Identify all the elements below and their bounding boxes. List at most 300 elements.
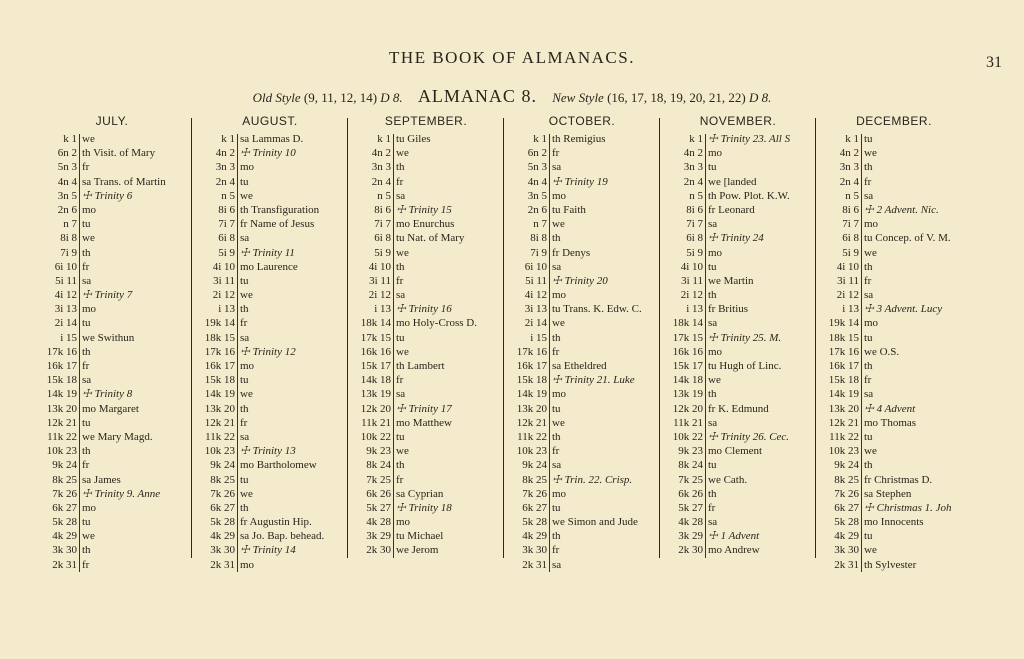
day-entry: th Visit. of Mary: [82, 147, 156, 160]
day-key: 8k 25: [52, 473, 77, 486]
day-key: 4n 4: [57, 175, 77, 188]
calendar-row: [818, 373, 970, 387]
calendar-row: [662, 132, 814, 146]
calendar-row: [36, 444, 188, 458]
day-entry: ☩ Trinity 19: [552, 175, 608, 188]
day-entry: we: [864, 147, 877, 160]
day-entry: th: [82, 445, 91, 458]
day-key: 9k 24: [522, 459, 547, 472]
day-entry: sa: [82, 374, 92, 387]
calendar-row: [194, 274, 346, 288]
month-rows: [818, 132, 970, 572]
day-key: 7k 26: [834, 487, 859, 500]
day-key: 17k 15: [360, 331, 391, 344]
day-key: 9k 24: [834, 459, 859, 472]
day-key: 8i 8: [530, 232, 547, 245]
month-column-july: [36, 114, 188, 572]
calendar-row: [36, 132, 188, 146]
day-key: 2k 31: [834, 558, 859, 571]
day-key: 5i 9: [218, 246, 235, 259]
day-entry: mo Enurchus: [396, 218, 455, 231]
day-entry: th: [708, 388, 717, 401]
calendar-row: [662, 458, 814, 472]
day-entry: mo: [552, 388, 567, 401]
day-key: 6k 27: [52, 501, 77, 514]
day-entry: we: [396, 445, 409, 458]
calendar-row: [506, 359, 658, 373]
calendar-row: [350, 331, 502, 345]
calendar-row: [350, 345, 502, 359]
calendar-row: [818, 458, 970, 472]
day-entry: th: [396, 459, 405, 472]
day-entry: th: [864, 459, 873, 472]
day-key: 4k 28: [366, 516, 391, 529]
day-entry: ☩ Trinity 24: [708, 232, 764, 245]
day-entry: fr: [396, 374, 404, 387]
day-key: 4k 29: [52, 530, 77, 543]
day-entry: sa Cyprian: [396, 487, 444, 500]
day-key: 6i 8: [842, 232, 859, 245]
day-key: 5i 9: [374, 246, 391, 259]
day-key: 7i 7: [686, 218, 703, 231]
calendar-row: [506, 444, 658, 458]
day-key: n 7: [63, 218, 77, 231]
day-entry: ☩ Trinity 18: [396, 501, 452, 514]
day-key: 7i 7: [218, 218, 235, 231]
day-entry: fr: [82, 360, 90, 372]
calendar-row: [506, 458, 658, 472]
day-entry: sa: [708, 218, 718, 231]
calendar-row: [818, 274, 970, 288]
day-key: 3k 29: [678, 530, 703, 543]
day-key: 4i 10: [836, 260, 859, 273]
calendar-row: [506, 416, 658, 430]
calendar-row: [350, 458, 502, 472]
running-head: THE BOOK OF ALMANACS.: [389, 48, 635, 67]
day-key: 3i 11: [681, 274, 703, 287]
day-entry: tu: [864, 331, 873, 344]
day-key: 3i 11: [213, 274, 235, 287]
day-key: 3n 5: [527, 189, 547, 202]
day-key: 3k 29: [366, 530, 391, 543]
day-key: 5k 27: [366, 501, 391, 514]
calendar-row: [350, 175, 502, 189]
day-entry: tu: [552, 402, 561, 415]
day-entry: mo Margaret: [82, 402, 139, 415]
calendar-row: [194, 203, 346, 217]
day-key: 11k 22: [517, 430, 547, 443]
day-entry: ☩ Trinity 7: [82, 289, 133, 302]
calendar-row: [350, 274, 502, 288]
day-key: 4k 29: [210, 530, 235, 543]
day-key: 6k 26: [678, 487, 703, 500]
day-key: 3k 30: [522, 544, 547, 557]
day-entry: mo: [240, 558, 255, 571]
day-key: 13k 20: [46, 402, 77, 415]
calendar-row: [36, 416, 188, 430]
calendar-row: [506, 331, 658, 345]
day-entry: th Lambert: [396, 360, 445, 372]
day-entry: th: [396, 161, 405, 174]
calendar-row: [194, 501, 346, 515]
calendar-row: [506, 387, 658, 401]
day-entry: tu: [82, 218, 91, 231]
calendar-row: [194, 458, 346, 472]
day-entry: ☩ Christmas 1. Joh: [864, 501, 952, 514]
day-key: 11k 22: [205, 430, 235, 443]
day-entry: sa: [240, 232, 250, 245]
day-entry: tu Giles: [396, 133, 431, 145]
day-key: 7k 26: [210, 487, 235, 500]
calendar-row: [36, 260, 188, 274]
calendar-row: [350, 529, 502, 543]
calendar-row: [506, 345, 658, 359]
day-entry: ☩ Trinity 20: [552, 274, 608, 287]
day-key: 4k 28: [678, 516, 703, 529]
calendar-row: [36, 529, 188, 543]
day-key: 8k 24: [678, 459, 703, 472]
day-entry: fr: [396, 175, 404, 188]
calendar-row: [36, 189, 188, 203]
day-key: 12k 21: [516, 416, 547, 429]
calendar-row: [662, 430, 814, 444]
day-entry: we Swithun: [82, 331, 135, 344]
day-entry: mo: [864, 317, 879, 330]
day-key: 18k 14: [360, 317, 391, 330]
calendar-row: [194, 402, 346, 416]
calendar-row: [662, 515, 814, 529]
day-key: 3k 30: [834, 544, 859, 557]
day-entry: mo Laurence: [240, 260, 298, 273]
calendar-row: [36, 203, 188, 217]
calendar-row: [36, 473, 188, 487]
day-key: 14k 19: [46, 388, 77, 401]
calendar-row: [194, 416, 346, 430]
day-entry: fr: [864, 175, 872, 188]
day-key: 7i 7: [842, 218, 859, 231]
calendar-row: [818, 331, 970, 345]
calendar-row: [662, 543, 814, 557]
day-entry: fr: [552, 445, 560, 458]
calendar-row: [818, 217, 970, 231]
calendar-row: [662, 203, 814, 217]
calendar-row: [506, 373, 658, 387]
day-entry: ☩ 2 Advent. Nic.: [864, 203, 939, 216]
day-entry: ☩ Trinity 25. M.: [708, 331, 782, 344]
day-key: k 1: [689, 133, 703, 145]
calendar-row: [506, 203, 658, 217]
calendar-row: [194, 487, 346, 501]
day-key: 11k 21: [673, 416, 703, 429]
calendar-row: [818, 246, 970, 260]
day-entry: tu: [396, 331, 405, 344]
day-entry: mo: [708, 345, 723, 358]
calendar-row: [194, 430, 346, 444]
calendar-row: [194, 387, 346, 401]
calendar-row: [506, 189, 658, 203]
day-key: 10k 22: [672, 430, 703, 443]
day-key: 8i 6: [374, 203, 391, 216]
calendar-row: [36, 515, 188, 529]
calendar-row: [506, 246, 658, 260]
day-key: 2i 12: [212, 289, 235, 302]
day-entry: fr: [552, 345, 560, 358]
day-key: 18k 15: [204, 331, 235, 344]
day-key: 7k 25: [678, 473, 703, 486]
day-key: 6k 27: [834, 501, 859, 514]
day-key: 16k 17: [828, 360, 859, 372]
day-key: 13k 20: [516, 402, 547, 415]
day-entry: mo Matthew: [396, 416, 452, 429]
day-key: 4n 2: [839, 147, 859, 160]
day-entry: fr: [240, 317, 248, 330]
day-entry: sa: [864, 388, 874, 401]
calendar-row: [350, 260, 502, 274]
calendar-row: [350, 160, 502, 174]
day-key: 7i 9: [60, 246, 77, 259]
day-entry: sa: [708, 317, 718, 330]
day-entry: fr: [240, 416, 248, 429]
calendar-row: [506, 501, 658, 515]
day-key: 10k 23: [46, 445, 77, 458]
calendar-row: [506, 132, 658, 146]
day-key: 6k 27: [210, 501, 235, 514]
day-entry: ☩ Trinity 23. All S: [708, 133, 791, 145]
calendar-row: [36, 331, 188, 345]
day-key: 4i 10: [368, 260, 391, 273]
day-key: 3n 3: [371, 161, 391, 174]
day-entry: ☩ 4 Advent: [864, 402, 916, 415]
day-key: 19k 14: [828, 317, 859, 330]
day-key: k 1: [63, 133, 77, 145]
day-key: n 5: [377, 189, 391, 202]
calendar-row: [36, 458, 188, 472]
day-key: 14k 19: [204, 388, 235, 401]
day-key: 3i 11: [369, 274, 391, 287]
calendar-row: [36, 217, 188, 231]
calendar-row: [662, 189, 814, 203]
calendar-row: [36, 231, 188, 245]
calendar-row: [194, 444, 346, 458]
day-entry: tu: [240, 175, 249, 188]
day-key: i 13: [686, 303, 703, 316]
month-title: AUGUST.: [242, 114, 298, 128]
day-entry: mo: [82, 203, 97, 216]
calendar-row: [662, 260, 814, 274]
month-column-december: [818, 114, 970, 572]
day-key: 15k 18: [46, 374, 77, 387]
day-key: k 1: [221, 133, 235, 145]
day-entry: we Mary Magd.: [82, 430, 153, 443]
day-key: 16k 16: [360, 345, 391, 358]
calendar-row: [662, 359, 814, 373]
day-key: 17k 16: [46, 345, 77, 358]
day-entry: ☩ Trinity 12: [240, 345, 296, 358]
day-entry: mo: [708, 246, 723, 259]
day-entry: mo: [552, 189, 567, 202]
day-key: 14k 18: [672, 374, 703, 387]
calendar-row: [818, 160, 970, 174]
day-key: 6n 2: [57, 147, 77, 160]
day-key: 8i 6: [842, 203, 859, 216]
calendar-row: [36, 146, 188, 160]
calendar-row: [36, 246, 188, 260]
day-key: 16k 17: [46, 360, 77, 372]
column-divider: [503, 118, 504, 558]
day-entry: we: [864, 445, 877, 458]
day-key: 2k 31: [210, 558, 235, 571]
day-entry: mo: [240, 161, 255, 174]
day-entry: mo Innocents: [864, 516, 924, 529]
calendar-row: [194, 175, 346, 189]
calendar-row: [350, 217, 502, 231]
day-entry: fr: [552, 147, 560, 160]
day-key: 3k 30: [52, 544, 77, 557]
day-entry: th Sylvester: [864, 558, 917, 571]
calendar-row: [350, 146, 502, 160]
day-key: 12k 21: [204, 416, 235, 429]
calendar-row: [818, 288, 970, 302]
day-key: 9k 23: [678, 445, 703, 458]
day-key: 8k 25: [210, 473, 235, 486]
calendar-row: [662, 302, 814, 316]
day-key: 4n 4: [527, 175, 547, 188]
day-entry: sa: [240, 430, 250, 443]
day-key: 18k 15: [828, 331, 859, 344]
day-entry: tu: [708, 459, 717, 472]
calendar-row: [194, 359, 346, 373]
month-column-november: [662, 114, 814, 558]
day-entry: tu: [240, 274, 249, 287]
day-entry: mo: [82, 501, 97, 514]
day-entry: sa: [864, 189, 874, 202]
calendar-row: [818, 543, 970, 557]
day-key: 16k 17: [516, 360, 547, 372]
day-entry: we: [240, 189, 253, 202]
day-entry: we O.S.: [864, 345, 900, 358]
day-entry: we: [864, 246, 877, 259]
calendar-row: [662, 501, 814, 515]
calendar-row: [662, 387, 814, 401]
calendar-row: [662, 345, 814, 359]
day-entry: tu: [552, 501, 561, 514]
day-entry: we: [240, 289, 253, 302]
day-entry: sa: [396, 289, 406, 302]
day-key: 16k 17: [204, 360, 235, 372]
day-entry: mo: [552, 487, 567, 500]
calendar-row: [36, 373, 188, 387]
day-entry: tu: [864, 530, 873, 543]
day-entry: th: [708, 289, 717, 302]
calendar-row: [662, 146, 814, 160]
calendar-row: [350, 402, 502, 416]
day-key: k 1: [533, 133, 547, 145]
day-key: 3i 13: [524, 303, 547, 316]
day-key: 7k 25: [366, 473, 391, 486]
day-key: n 5: [689, 189, 703, 202]
calendar-row: [818, 203, 970, 217]
day-key: 2n 4: [839, 175, 859, 188]
day-key: 13k 20: [204, 402, 235, 415]
day-entry: ☩ Trinity 6: [82, 189, 133, 202]
day-entry: ☩ Trinity 17: [396, 402, 452, 415]
day-key: 7i 9: [530, 246, 547, 259]
calendar-row: [662, 373, 814, 387]
day-entry: we Simon and Jude: [552, 516, 638, 529]
calendar-row: [194, 132, 346, 146]
day-key: 9k 24: [52, 459, 77, 472]
calendar-row: [662, 231, 814, 245]
day-entry: we: [396, 147, 409, 160]
day-entry: th: [240, 501, 249, 514]
calendar-row: [350, 132, 502, 146]
month-rows: [194, 132, 346, 572]
day-entry: ☩ Trinity 13: [240, 445, 296, 458]
day-key: 2k 30: [366, 544, 391, 557]
calendar-row: [36, 302, 188, 316]
day-entry: th: [552, 530, 561, 543]
day-entry: th: [396, 260, 405, 273]
day-key: 4n 2: [683, 147, 703, 160]
calendar-row: [350, 288, 502, 302]
calendar-row: [818, 146, 970, 160]
calendar-row: [350, 246, 502, 260]
month-rows: [506, 132, 658, 572]
day-key: 5k 28: [210, 516, 235, 529]
calendar-row: [36, 345, 188, 359]
day-key: 17k 16: [516, 345, 547, 358]
day-entry: fr: [82, 558, 90, 571]
calendar-row: [350, 302, 502, 316]
day-entry: tu: [864, 133, 873, 145]
calendar-row: [36, 288, 188, 302]
day-entry: th Pow. Plot. K.W.: [708, 189, 790, 202]
day-entry: sa: [708, 516, 718, 529]
calendar-row: [36, 175, 188, 189]
old-style-label: Old Style: [252, 90, 301, 105]
day-entry: mo Bartholomew: [240, 459, 317, 472]
day-key: 11k 22: [47, 430, 77, 443]
day-entry: mo: [396, 516, 411, 529]
calendar-row: [506, 515, 658, 529]
calendar-row: [194, 302, 346, 316]
day-entry: tu: [864, 430, 873, 443]
day-entry: tu Hugh of Linc.: [708, 360, 782, 372]
day-entry: mo: [708, 147, 723, 160]
day-key: 6i 8: [686, 232, 703, 245]
page-number: 31: [986, 54, 1002, 71]
calendar-row: [506, 274, 658, 288]
day-key: 4k 29: [522, 530, 547, 543]
calendar-row: [662, 487, 814, 501]
day-key: 2k 31: [52, 558, 77, 571]
calendar-row: [36, 430, 188, 444]
day-entry: th: [240, 402, 249, 415]
day-entry: sa: [552, 161, 562, 174]
calendar-row: [36, 316, 188, 330]
day-entry: sa: [552, 558, 562, 571]
day-entry: mo: [552, 289, 567, 302]
day-entry: sa: [240, 331, 250, 344]
calendar-row: [194, 529, 346, 543]
day-key: 2i 14: [524, 317, 547, 330]
calendar-row: [194, 246, 346, 260]
day-entry: th: [708, 487, 717, 500]
calendar-row: [506, 543, 658, 557]
day-entry: th Remigius: [552, 133, 606, 145]
calendar-row: [194, 316, 346, 330]
day-entry: th: [82, 246, 91, 259]
